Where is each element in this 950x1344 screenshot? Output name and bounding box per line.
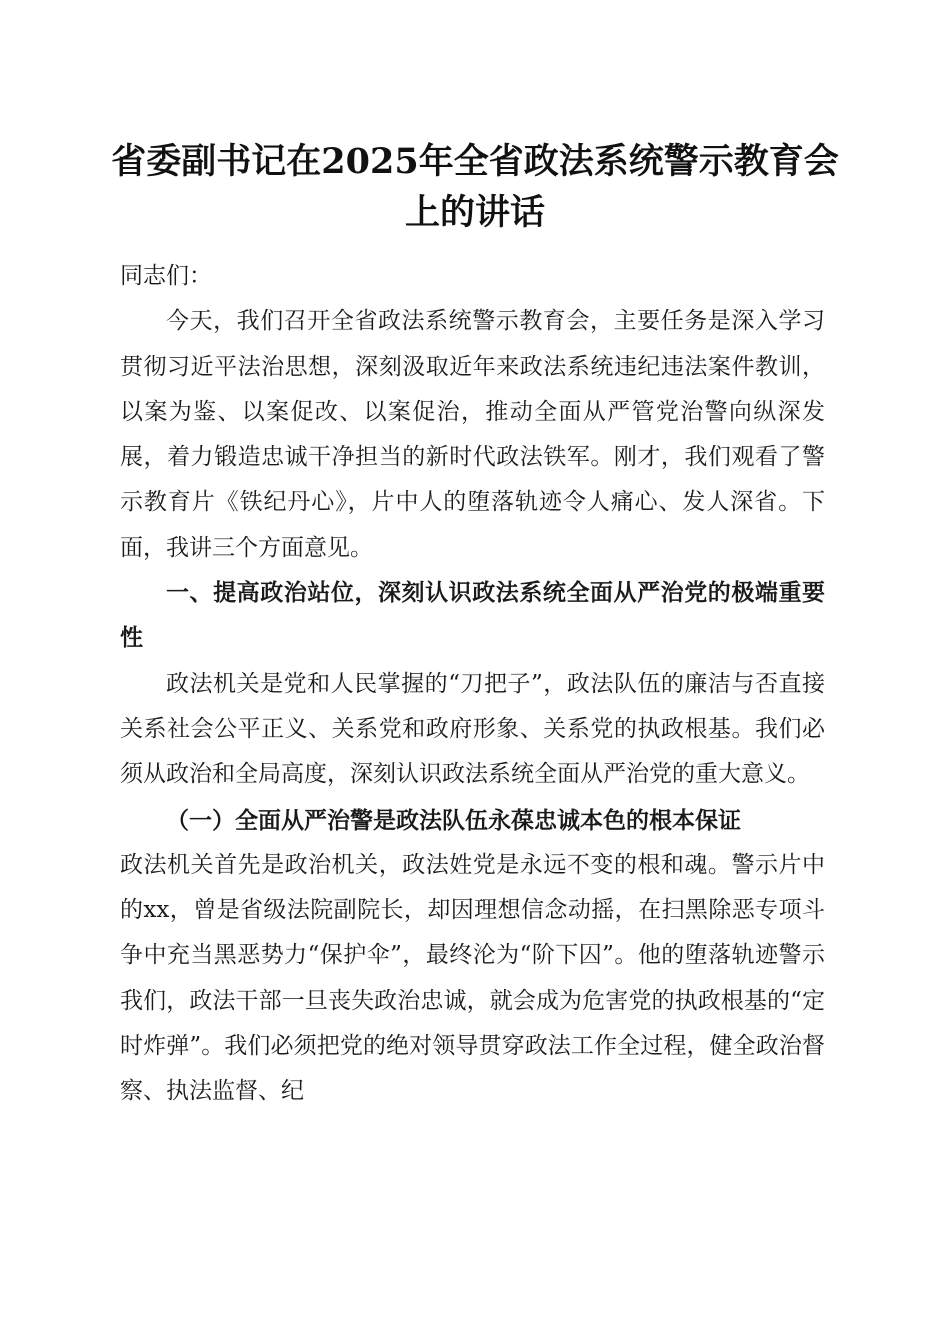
document-body bbox=[120, 254, 825, 1115]
section-1-intro: 政法机关是党和人民掌握的“刀把子”，政法队伍的廉洁与否直接关系社会公平正义、关系党和政府形象、关系党的执政根基。我们必须从政治和全局高度，深刻认识政法系统全面从严治党的重大意义。 bbox=[120, 670, 825, 788]
section-heading-1: 一、提高政治站位，深刻认识政法系统全面从严治党的极端重要性 bbox=[120, 580, 825, 652]
salutation: 同志们： bbox=[120, 263, 212, 289]
subsection-heading-1: （一）全面从严治警是政法队伍永葆忠诚本色的根本保证 bbox=[166, 806, 741, 834]
document-title: 省委副书记在2025年全省政法系统警示教育会上的讲话 bbox=[111, 141, 839, 233]
subsection-1-paragraph: 政法机关首先是政治机关，政法姓党是永远不变的根和魂。警示片中的xx，曾是省级法院副院长，却因理想信念动摇，在扫黑除恶专项斗争中充当黑恶势力“保护伞”，最终沦为“阶下囚”。他的堕落轨迹警示我们，政法干部一旦丧失政治忠诚，就会成为危害党的执政根基的“定时炸弹”。我们必须把党的绝对领导贯穿政法工作全过程，健全政治督察、执法监督、纪 bbox=[120, 851, 825, 1105]
opening-paragraph: 今天，我们召开全省政法系统警示教育会，主要任务是深入学习贯彻习近平法治思想，深刻汲取近年来政法系统违纪违法案件教训，以案为鉴、以案促改、以案促治，推动全面从严管党治警向纵深发展，着力锻造忠诚干净担当的新时代政法铁军。刚才，我们观看了警示教育片《铁纪丹心》，片中人的堕落轨迹令人痛心、发人深省。下面，我讲三个方面意见。 bbox=[120, 308, 825, 561]
